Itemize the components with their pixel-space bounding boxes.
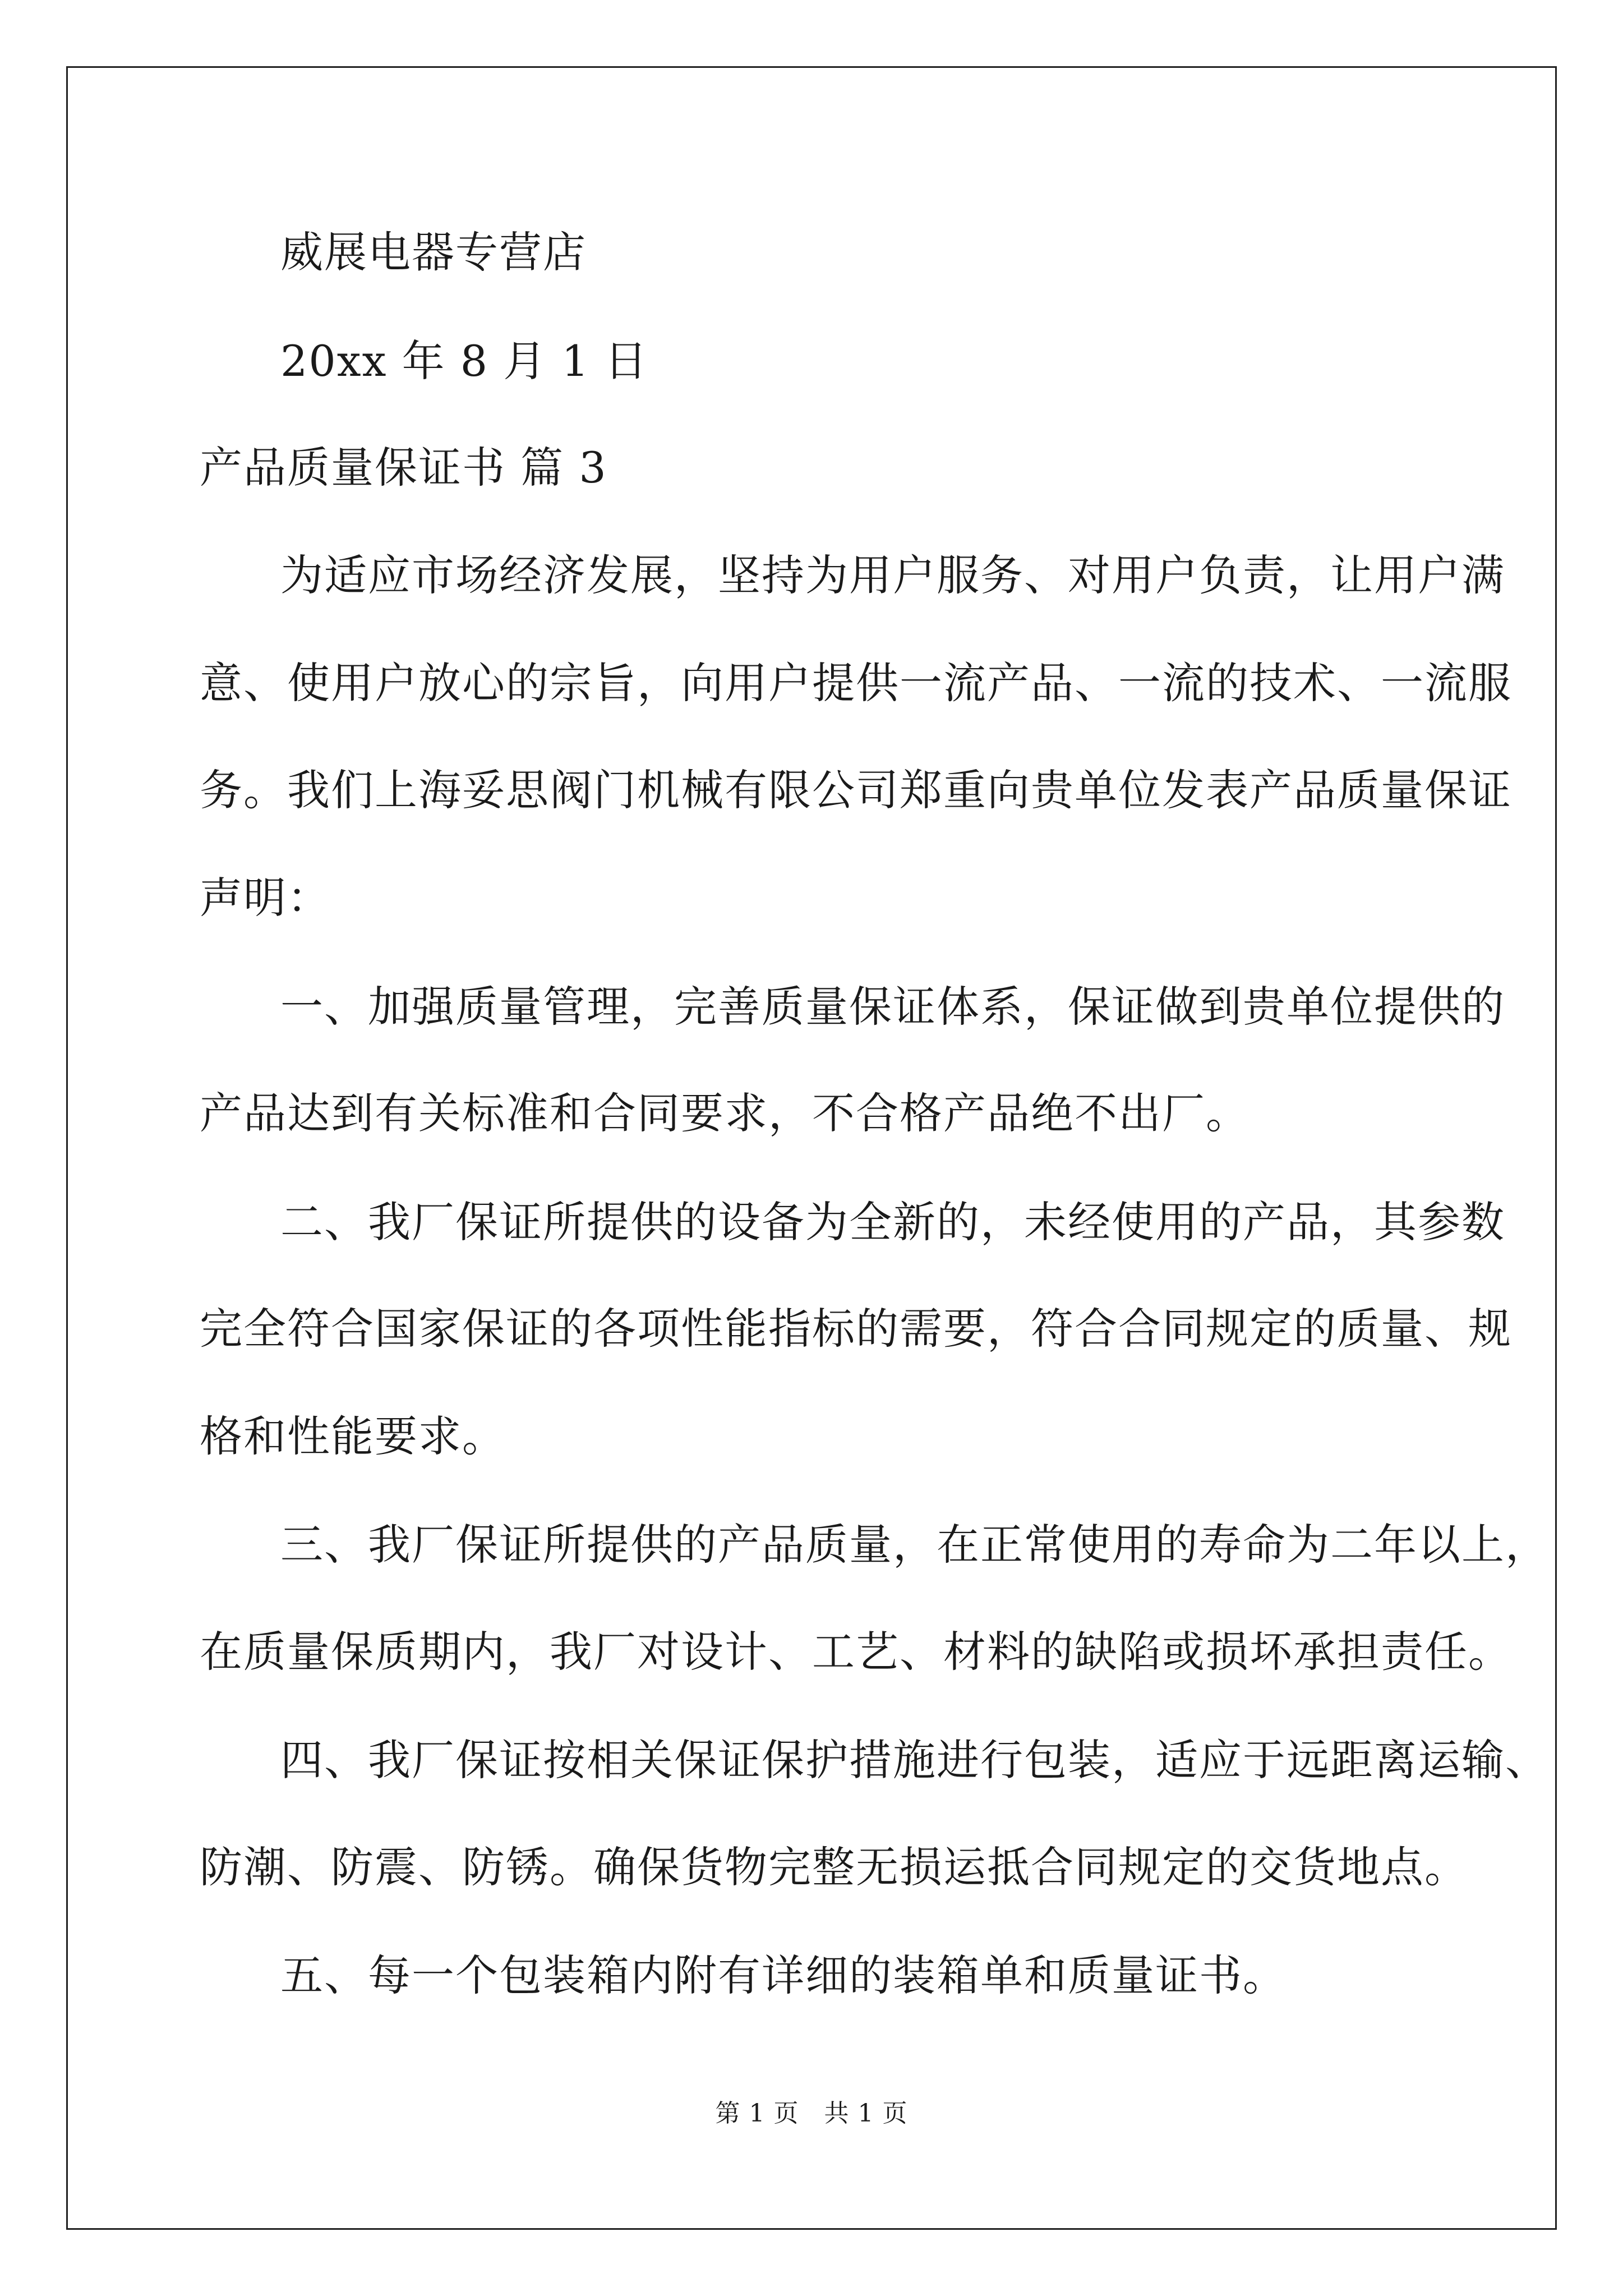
paragraph-line: 防潮、防震、防锈。确保货物完整无损运抵合同规定的交货地点。: [200, 1842, 1468, 1892]
paragraph-line: 在质量保质期内，我厂对设计、工艺、材料的缺陷或损坏承担责任。: [200, 1627, 1512, 1677]
paragraph-line: 二、我厂保证所提供的设备为全新的，未经使用的产品，其参数: [280, 1197, 1505, 1247]
paragraph-line: 一、加强质量管理，完善质量保证体系，保证做到贵单位提供的: [280, 982, 1505, 1032]
paragraph-line: 四、我厂保证按相关保证保护措施进行包装，适应于远距离运输、: [280, 1735, 1549, 1785]
paragraph-line: 务。我们上海妥思阀门机械有限公司郑重向贵单位发表产品质量保证: [200, 765, 1512, 815]
section-title: 产品质量保证书 篇 3: [200, 443, 607, 493]
paragraph-line: 声明：: [200, 873, 331, 923]
page-footer: 第 1 页 共 1 页: [715, 2099, 908, 2128]
paragraph-line: 产品达到有关标准和合同要求，不合格产品绝不出厂。: [200, 1088, 1249, 1138]
page-border: [66, 66, 1557, 2230]
sign-store: 威展电器专营店: [280, 227, 587, 277]
paragraph-line: 完全符合国家保证的各项性能指标的需要，符合合同规定的质量、规: [200, 1304, 1512, 1354]
paragraph-line: 意、使用户放心的宗旨，向用户提供一流产品、一流的技术、一流服: [200, 658, 1512, 708]
paragraph-line: 五、每一个包装箱内附有详细的装箱单和质量证书。: [280, 1950, 1287, 2000]
sign-date: 20xx 年 8 月 1 日: [280, 336, 648, 386]
paragraph-line: 三、我厂保证所提供的产品质量，在正常使用的寿命为二年以上，: [280, 1520, 1549, 1570]
paragraph-line: 格和性能要求。: [200, 1411, 506, 1461]
paragraph-line: 为适应市场经济发展，坚持为用户服务、对用户负责，让用户满: [280, 550, 1505, 600]
